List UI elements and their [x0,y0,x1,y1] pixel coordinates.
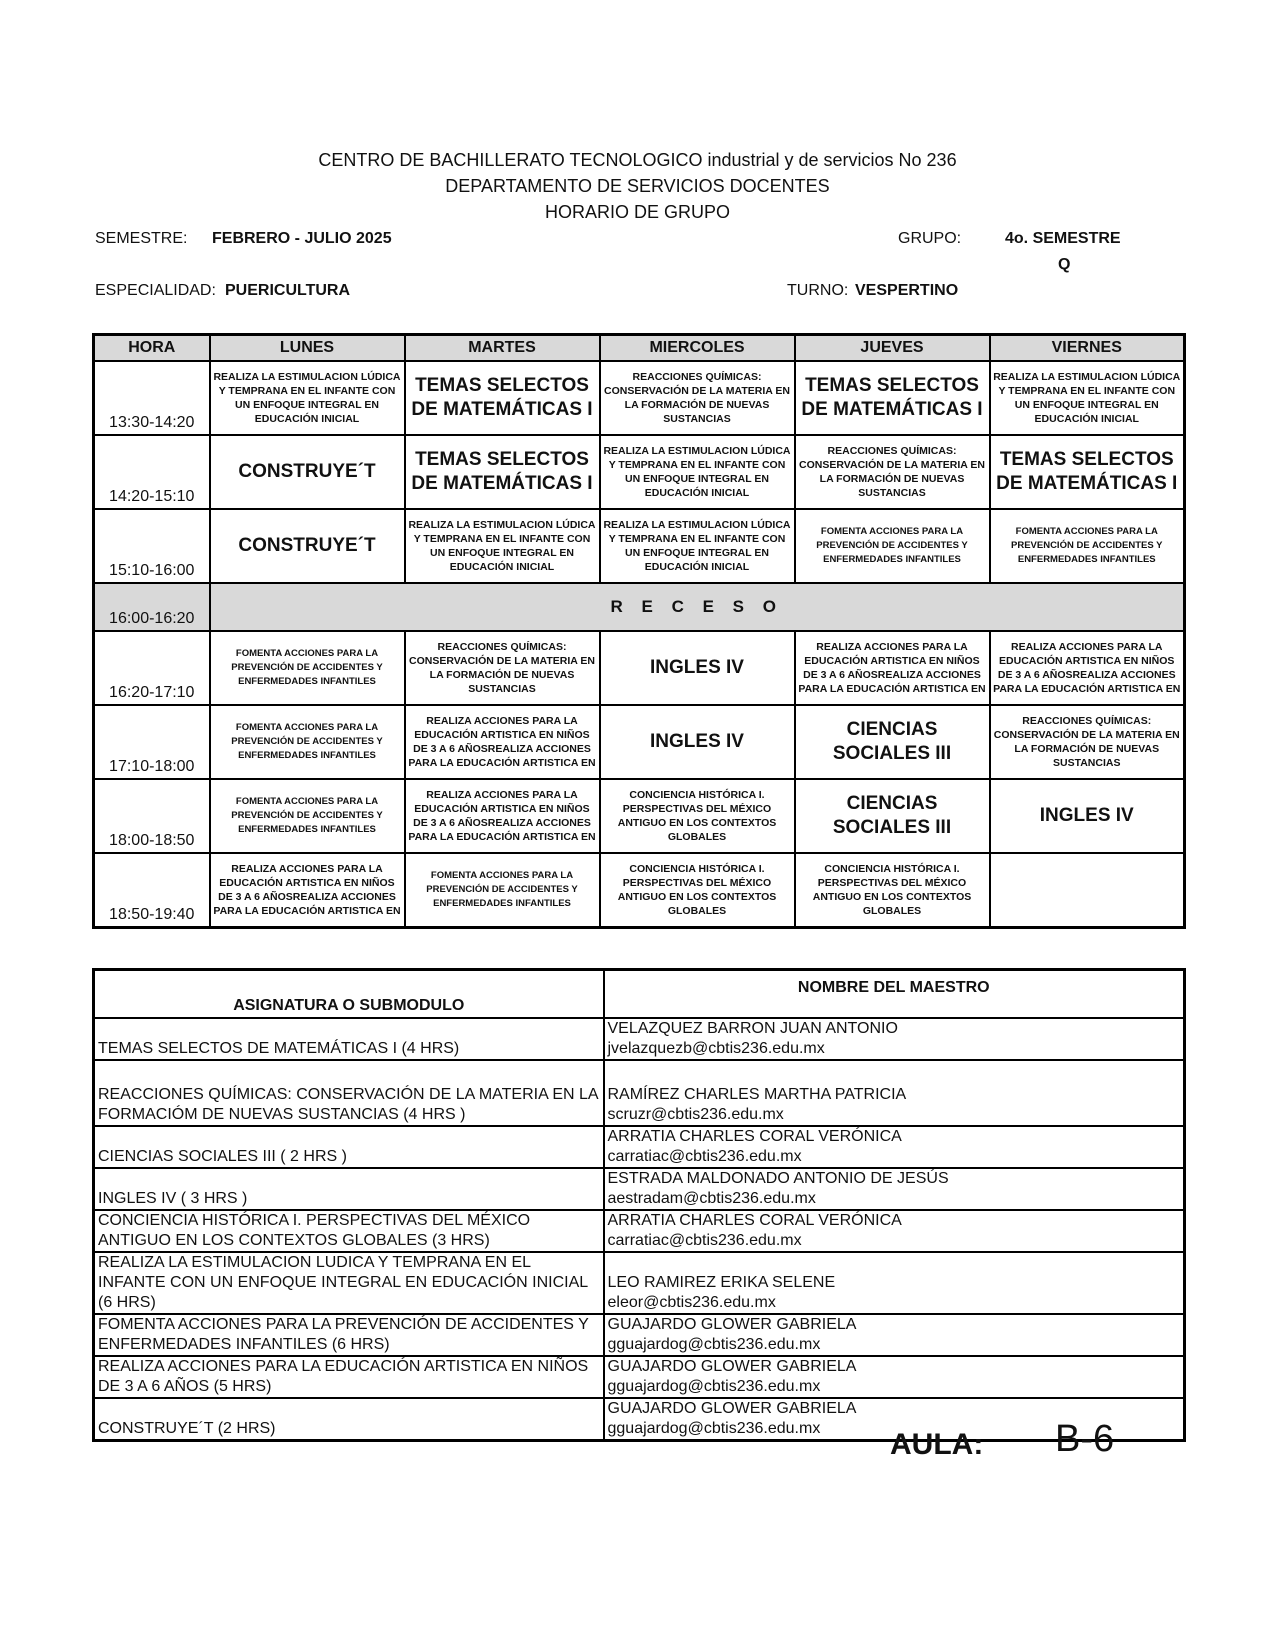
schedule-row [94,361,1185,435]
schedule-row [94,509,1185,583]
schedule-header-row [94,335,1185,362]
teacher-cell [604,1060,1185,1126]
class-name: TEMAS SELECTOS DE MATEMÁTICAS I [801,375,983,420]
class-name: CONSTRUYE´T [238,535,376,556]
class-name: REACCIONES QUÍMICAS: CONSERVACIÓN DE LA MATERIA EN LA FORMACIÓN DE NUEVAS SUSTANCIAS [409,641,595,695]
subject-name: CIENCIAS SOCIALES III ( 2 HRS ) [94,1126,604,1168]
class-name: INGLES IV [650,657,744,678]
class-cell-martes [405,779,600,853]
turno-value: VESPERTINO [855,282,959,299]
class-cell-lunes [210,853,405,928]
class-cell-martes [405,361,600,435]
teacher-name: GUAJARDO GLOWER GABRIELA [607,1400,857,1417]
class-name: REALIZA ACCIONES PARA LA EDUCACIÓN ARTISTICA EN NIÑOS DE 3 A 6 AÑOSREALIZA ACCIONES PARA LA EDUCACIÓN ARTISTICA EN [798,641,986,695]
class-cell-viernes [990,435,1185,509]
class-cell-miercoles [600,435,795,509]
header-jueves: JUEVES [795,335,990,362]
class-cell-jueves [795,705,990,779]
schedule-row [94,631,1185,705]
time-slot: 15:10-16:00 [94,509,210,583]
grupo-letter: Q [1058,256,1071,273]
class-cell-martes [405,631,600,705]
time-slot: 16:20-17:10 [94,631,210,705]
class-cell-martes [405,853,600,928]
header-martes: MARTES [405,335,600,362]
class-cell-lunes [210,361,405,435]
schedule-row [94,435,1185,509]
subject-row [94,1398,1185,1441]
class-name: TEMAS SELECTOS DE MATEMÁTICAS I [411,449,593,494]
class-name: REALIZA LA ESTIMULACION LÚDICA Y TEMPRANA EN EL INFANTE CON UN ENFOQUE INTEGRAL EN EDUCACIÓN INICIAL [408,519,596,573]
schedule-table [92,333,1186,929]
subject-name: CONSTRUYE´T (2 HRS) [94,1398,604,1441]
department-name: DEPARTAMENTO DE SERVICIOS DOCENTES [445,176,830,196]
time-slot: 16:00-16:20 [94,583,210,631]
class-name: CONSTRUYE´T [238,461,376,482]
subject-row [94,1018,1185,1060]
subject-name: REACCIONES QUÍMICAS: CONSERVACIÓN DE LA MATERIA EN LA FORMACIÓM DE NUEVAS SUSTANCIAS (4 HRS ) [94,1060,604,1126]
subject-name: CONCIENCIA HISTÓRICA I. PERSPECTIVAS DEL MÉXICO ANTIGUO EN LOS CONTEXTOS GLOBALES (3 HRS) [94,1210,604,1252]
class-cell-jueves [795,361,990,435]
class-cell-miercoles [600,631,795,705]
schedule-row [94,705,1185,779]
header-viernes: VIERNES [990,335,1185,362]
subject-name: INGLES IV ( 3 HRS ) [94,1168,604,1210]
teacher-cell [604,1314,1185,1356]
aula-value: B-6 [1055,1418,1115,1460]
class-name: INGLES IV [650,731,744,752]
teacher-name: RAMÍREZ CHARLES MARTHA PATRICIA [607,1086,907,1103]
class-name: FOMENTA ACCIONES PARA LA PREVENCIÓN DE ACCIDENTES Y ENFERMEDADES INFANTILES [426,870,578,909]
class-cell-jueves [795,435,990,509]
class-cell-miercoles [600,705,795,779]
class-name: REALIZA LA ESTIMULACION LÚDICA Y TEMPRANA EN EL INFANTE CON UN ENFOQUE INTEGRAL EN EDUCACIÓN INICIAL [213,371,401,425]
class-cell-jueves [795,853,990,928]
class-name: REALIZA LA ESTIMULACION LÚDICA Y TEMPRANA EN EL INFANTE CON UN ENFOQUE INTEGRAL EN EDUCACIÓN INICIAL [993,371,1181,425]
subject-row [94,1252,1185,1314]
teacher-name: ARRATIA CHARLES CORAL VERÓNICA [607,1128,902,1145]
teacher-email: jvelazquezb@cbtis236.edu.mx [607,1040,825,1057]
receso-row [94,583,1185,631]
aula-label: AULA: [890,1428,984,1461]
header-miercoles: MIERCOLES [600,335,795,362]
especialidad-label: ESPECIALIDAD: [95,282,216,299]
class-cell-martes [405,509,600,583]
class-cell-viernes [990,779,1185,853]
class-name: REALIZA ACCIONES PARA LA EDUCACIÓN ARTISTICA EN NIÑOS DE 3 A 6 AÑOSREALIZA ACCIONES PARA LA EDUCACIÓN ARTISTICA EN [408,715,596,769]
subject-name: TEMAS SELECTOS DE MATEMÁTICAS I (4 HRS) [94,1018,604,1060]
class-name: CIENCIAS SOCIALES III [832,793,952,838]
teacher-email: scruzr@cbtis236.edu.mx [607,1106,784,1123]
header-hora: HORA [94,335,210,362]
teacher-name: ARRATIA CHARLES CORAL VERÓNICA [607,1212,902,1229]
header-lunes: LUNES [210,335,405,362]
subject-name: FOMENTA ACCIONES PARA LA PREVENCIÓN DE ACCIDENTES Y ENFERMEDADES INFANTILES (6 HRS) [94,1314,604,1356]
class-cell-viernes [990,853,1185,928]
teacher-name: LEO RAMIREZ ERIKA SELENE [607,1274,836,1291]
class-cell-lunes [210,631,405,705]
grupo-value: 4o. SEMESTRE [1005,230,1121,247]
subject-name: REALIZA LA ESTIMULACION LUDICA Y TEMPRANA EN EL INFANTE CON UN ENFOQUE INTEGRAL EN EDUCACIÓN INICIAL (6 HRS) [94,1252,604,1314]
class-cell-jueves [795,631,990,705]
time-slot: 17:10-18:00 [94,705,210,779]
class-name: TEMAS SELECTOS DE MATEMÁTICAS I [996,449,1178,494]
teacher-email: carratiac@cbtis236.edu.mx [607,1232,802,1249]
subjects-header-row [94,970,1185,1019]
class-cell-martes [405,435,600,509]
class-name: CONCIENCIA HISTÓRICA I. PERSPECTIVAS DEL MÉXICO ANTIGUO EN LOS CONTEXTOS GLOBALES [617,863,777,917]
teacher-cell [604,1252,1185,1314]
subject-row [94,1356,1185,1398]
class-name: FOMENTA ACCIONES PARA LA PREVENCIÓN DE ACCIDENTES Y ENFERMEDADES INFANTILES [1011,526,1163,565]
class-cell-viernes [990,361,1185,435]
class-name: FOMENTA ACCIONES PARA LA PREVENCIÓN DE ACCIDENTES Y ENFERMEDADES INFANTILES [816,526,968,565]
class-name: REALIZA ACCIONES PARA LA EDUCACIÓN ARTISTICA EN NIÑOS DE 3 A 6 AÑOSREALIZA ACCIONES PARA LA EDUCACIÓN ARTISTICA EN [213,863,401,917]
receso-label: R E C E S O [210,583,1185,631]
class-name: FOMENTA ACCIONES PARA LA PREVENCIÓN DE ACCIDENTES Y ENFERMEDADES INFANTILES [231,722,383,761]
class-cell-lunes [210,509,405,583]
teacher-name: GUAJARDO GLOWER GABRIELA [607,1358,857,1375]
teacher-email: aestradam@cbtis236.edu.mx [607,1190,816,1207]
time-slot: 18:00-18:50 [94,779,210,853]
class-name: REALIZA ACCIONES PARA LA EDUCACIÓN ARTISTICA EN NIÑOS DE 3 A 6 AÑOSREALIZA ACCIONES PARA LA EDUCACIÓN ARTISTICA EN [408,789,596,843]
class-name: TEMAS SELECTOS DE MATEMÁTICAS I [411,375,593,420]
subject-name: REALIZA ACCIONES PARA LA EDUCACIÓN ARTISTICA EN NIÑOS DE 3 A 6 AÑOS (5 HRS) [94,1356,604,1398]
time-slot: 18:50-19:40 [94,853,210,928]
schedule-row [94,779,1185,853]
semestre-value: FEBRERO - JULIO 2025 [212,230,392,247]
class-cell-martes [405,705,600,779]
header-subject: ASIGNATURA O SUBMODULO [94,970,604,1019]
teacher-email: gguajardog@cbtis236.edu.mx [607,1336,821,1353]
class-cell-lunes [210,705,405,779]
teacher-cell [604,1356,1185,1398]
turno-label: TURNO: [787,282,849,299]
time-slot: 14:20-15:10 [94,435,210,509]
class-cell-viernes [990,705,1185,779]
teacher-email: gguajardog@cbtis236.edu.mx [607,1378,821,1395]
class-name: REACCIONES QUÍMICAS: CONSERVACIÓN DE LA MATERIA EN LA FORMACIÓN DE NUEVAS SUSTANCIAS [993,715,1180,769]
teacher-email: carratiac@cbtis236.edu.mx [607,1148,802,1165]
teacher-name: GUAJARDO GLOWER GABRIELA [607,1316,857,1333]
subject-row [94,1314,1185,1356]
header-teacher: NOMBRE DEL MAESTRO [604,970,1185,1019]
class-name: REALIZA LA ESTIMULACION LÚDICA Y TEMPRANA EN EL INFANTE CON UN ENFOQUE INTEGRAL EN EDUCACIÓN INICIAL [603,445,791,499]
page-title: HORARIO DE GRUPO [544,202,731,222]
class-cell-miercoles [600,853,795,928]
class-name: CONCIENCIA HISTÓRICA I. PERSPECTIVAS DEL MÉXICO ANTIGUO EN LOS CONTEXTOS GLOBALES [617,789,777,843]
teacher-cell [604,1126,1185,1168]
subject-row [94,1060,1185,1126]
class-cell-miercoles [600,509,795,583]
class-name: REACCIONES QUÍMICAS: CONSERVACIÓN DE LA MATERIA EN LA FORMACIÓN DE NUEVAS SUSTANCIAS [604,371,790,425]
class-name: FOMENTA ACCIONES PARA LA PREVENCIÓN DE ACCIDENTES Y ENFERMEDADES INFANTILES [231,796,383,835]
class-name: FOMENTA ACCIONES PARA LA PREVENCIÓN DE ACCIDENTES Y ENFERMEDADES INFANTILES [231,648,383,687]
class-name: INGLES IV [1039,805,1134,826]
semestre-label: SEMESTRE: [95,230,188,247]
class-cell-jueves [795,779,990,853]
subject-row [94,1126,1185,1168]
teacher-cell [604,1210,1185,1252]
teacher-name: VELAZQUEZ BARRON JUAN ANTONIO [607,1020,898,1037]
class-name: REALIZA LA ESTIMULACION LÚDICA Y TEMPRANA EN EL INFANTE CON UN ENFOQUE INTEGRAL EN EDUCACIÓN INICIAL [603,519,791,573]
class-cell-lunes [210,779,405,853]
subject-row [94,1210,1185,1252]
subjects-table [92,968,1186,1442]
school-name: CENTRO DE BACHILLERATO TECNOLOGICO industrial y de servicios No 236 [318,150,957,170]
teacher-cell [604,1168,1185,1210]
teacher-email: eleor@cbtis236.edu.mx [607,1294,776,1311]
grupo-label: GRUPO: [898,230,962,247]
class-cell-lunes [210,435,405,509]
class-cell-viernes [990,509,1185,583]
teacher-email: gguajardog@cbtis236.edu.mx [607,1420,821,1437]
class-cell-miercoles [600,361,795,435]
schedule-row [94,853,1185,928]
teacher-cell [604,1018,1185,1060]
class-cell-jueves [795,509,990,583]
class-name: REALIZA ACCIONES PARA LA EDUCACIÓN ARTISTICA EN NIÑOS DE 3 A 6 AÑOSREALIZA ACCIONES PARA LA EDUCACIÓN ARTISTICA EN [993,641,1181,695]
class-name: CONCIENCIA HISTÓRICA I. PERSPECTIVAS DEL MÉXICO ANTIGUO EN LOS CONTEXTOS GLOBALES [812,863,972,917]
teacher-name: ESTRADA MALDONADO ANTONIO DE JESÚS [607,1170,949,1187]
subject-row [94,1168,1185,1210]
class-name: REACCIONES QUÍMICAS: CONSERVACIÓN DE LA MATERIA EN LA FORMACIÓN DE NUEVAS SUSTANCIAS [799,445,985,499]
class-cell-viernes [990,631,1185,705]
especialidad-value: PUERICULTURA [225,282,351,299]
time-slot: 13:30-14:20 [94,361,210,435]
class-name: CIENCIAS SOCIALES III [832,719,952,764]
class-cell-miercoles [600,779,795,853]
